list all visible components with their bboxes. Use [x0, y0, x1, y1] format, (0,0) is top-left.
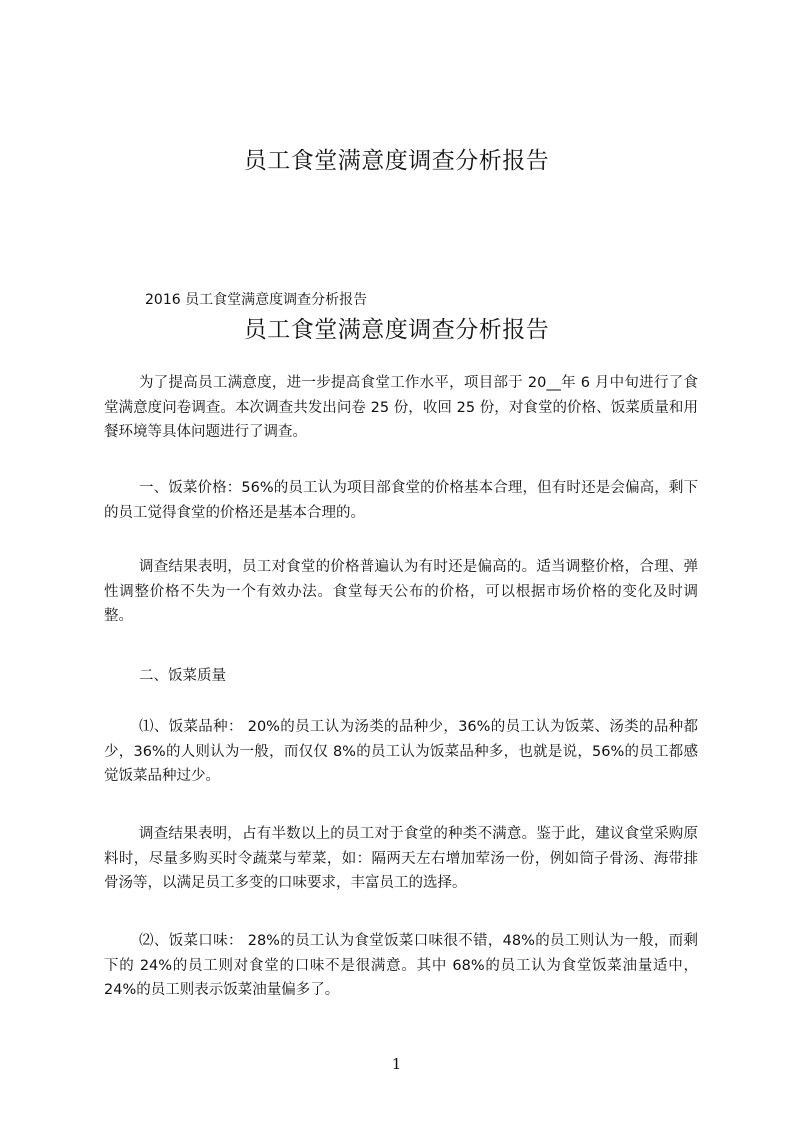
item1-conclusion-paragraph: 调查结果表明，占有半数以上的员工对于食堂的种类不满意。鉴于此，建议食堂采购原料时，尽量多购买时令蔬菜与荤菜，如：隔两天左右增加荤汤一份，例如筒子骨汤、海带排骨汤等，以满足员工多变的口味要求，丰富员工的选择。: [104, 826, 698, 891]
section1-conclusion-paragraph: 调查结果表明，员工对食堂的价格普遍认为有时还是偏高的。适当调整价格，合理、弹性调整价格不失为一个有效办法。食堂每天公布的价格，可以根据市场价格的变化及时调整。: [104, 559, 698, 624]
intro-paragraph: 为了提高员工满意度，进一步提高食堂工作水平，项目部于 20__年 6 月中旬进行了食堂满意度问卷调查。本次调查共发出问卷 25 份，收回 25 份，对食堂的价格、饭菜质量和用餐环境等具体问题进行了调查。: [104, 375, 698, 440]
page-number: 1: [391, 1055, 402, 1073]
subtitle: 2016 员工食堂满意度调查分析报告: [145, 292, 368, 308]
item2-paragraph: ⑵、饭菜口味： 28%的员工认为食堂饭菜口味很不错，48%的员工则认为一般，而剩下的 24%的员工则对食堂的口味不是很满意。其中 68%的员工认为食堂饭菜油量适中，24%的员工则表示饭菜油量偏多了。: [104, 933, 698, 998]
item1-paragraph: ⑴、饭菜品种： 20%的员工认为汤类的品种少，36%的员工认为饭菜、汤类的品种都少，36%的人则认为一般，而仅仅 8%的员工认为饭菜品种多，也就是说，56%的员工都感觉饭菜品种过少。: [104, 719, 698, 784]
second-title: 员工食堂满意度调查分析报告: [243, 317, 550, 343]
section2-heading: 二、饭菜质量: [139, 668, 226, 684]
main-title: 员工食堂满意度调查分析报告: [243, 148, 550, 174]
section1-paragraph: 一、饭菜价格：56%的员工认为项目部食堂的价格基本合理，但有时还是会偏高，剩下的员工觉得食堂的价格还是基本合理的。: [104, 480, 698, 521]
